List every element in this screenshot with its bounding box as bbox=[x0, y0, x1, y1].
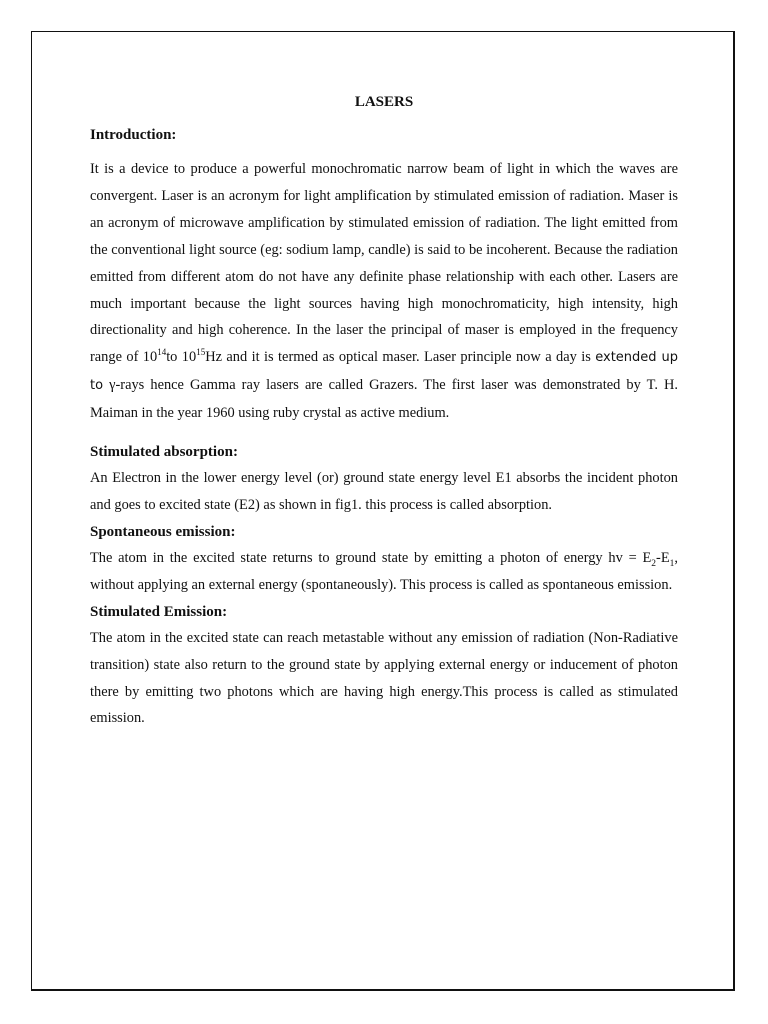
exponent-15: 15 bbox=[196, 347, 206, 358]
paragraph-spontaneous-emission bbox=[90, 545, 678, 599]
spont-text-2: -E bbox=[656, 549, 670, 566]
document-body bbox=[90, 88, 678, 732]
intro-text-1: It is a device to produce a powerful monochromatic narrow beam of light in which the waves are convergent. Laser is an acronym for light amplification by stimulated emission of radiation. Maser is an acronym of microwave amplification by stimulated emission of radiation. The light emitted from the conventional light source (eg: sodium lamp, candle) is said to be incoherent. Because the radiation emitted from different atom do not have any definite phase relationship with each other. Lasers are much important because the light sources having high monochromaticity, high intensity, high directionality and high coherence. In the laser the principal of maser is employed in the frequency range of 10 bbox=[90, 161, 678, 366]
paragraph-stimulated-absorption: An Electron in the lower energy level (or) ground state energy level E1 absorbs the incident photon and goes to excited state (E2) as shown in fig1. this process is called absorption. bbox=[90, 470, 678, 513]
subscript-1: 1 bbox=[669, 558, 675, 569]
exponent-14: 14 bbox=[157, 347, 167, 358]
intro-text-2: to 10 bbox=[166, 349, 197, 366]
intro-text-4: γ-rays hence Gamma ray lasers are called Grazers. The first laser was demonstrated by T. H. Maiman in the year 1960 using ruby crystal as active medium. bbox=[90, 377, 678, 422]
heading-spontaneous-emission: Spontaneous emission: bbox=[90, 523, 236, 540]
intro-text-extended: extended up to bbox=[90, 350, 678, 394]
heading-stimulated-absorption: Stimulated absorption: bbox=[90, 444, 238, 461]
document-title: LASERS bbox=[354, 94, 414, 110]
spont-text-3: , without applying an external energy (spontaneously). This process is called as spontaneous emission. bbox=[90, 549, 678, 593]
heading-introduction: Introduction: bbox=[90, 127, 177, 143]
intro-text-3: Hz and it is termed as optical maser. Laser principle now a day is bbox=[205, 349, 596, 366]
heading-stimulated-emission: Stimulated Emission: bbox=[90, 603, 228, 620]
paragraph-stimulated-emission: The atom in the excited state can reach metastable without any emission of radiation (Non-Radiative transition) state also return to the ground state by applying external energy or inducement of photon there by emitting two photons which are having high energy.This process is called as stimulated emission. bbox=[90, 629, 678, 727]
subscript-2: 2 bbox=[651, 558, 657, 569]
spont-text-1: The atom in the excited state returns to ground state by emitting a photon of energy hv = E bbox=[90, 549, 652, 566]
paragraph-introduction bbox=[90, 156, 678, 427]
